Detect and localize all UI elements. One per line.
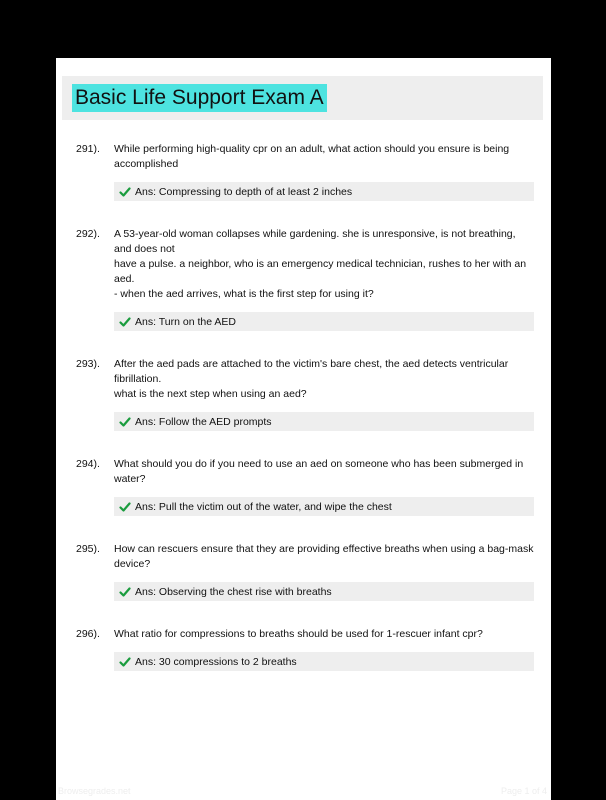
question-item [56,357,551,431]
footer-watermark: Browsegrades.net [58,786,131,796]
question-item [56,627,551,671]
checkmark-icon [119,186,131,198]
checkmark-icon [119,656,131,668]
question-text [114,227,534,302]
question-line: - when the aed arrives, what is the first step for using it? [114,288,374,300]
answer-box [114,652,534,671]
question-text [114,627,534,642]
answer-box [114,412,534,431]
question-line: What should you do if you need to use an aed on someone who has been submerged in water? [114,458,524,485]
answer-text: Ans: Follow the AED prompts [135,415,272,428]
checkmark-icon [119,501,131,513]
title-bar [62,76,543,120]
answer-text: Ans: Pull the victim out of the water, and wipe the chest [135,500,392,513]
question-number: 295). [76,543,100,555]
question-text [114,357,534,402]
question-item [56,142,551,201]
question-line: How can rescuers ensure that they are providing effective breaths when using a bag-mask device? [114,543,534,570]
question-text [114,542,534,572]
question-number: 293). [76,358,100,370]
checkmark-icon [119,416,131,428]
question-item [56,542,551,601]
question-line: After the aed pads are attached to the victim's bare chest, the aed detects ventricular fibrillation. [114,358,509,385]
page-title: Basic Life Support Exam A [72,84,327,112]
question-line: have a pulse. a neighbor, who is an emergency medical technician, rushes to her with an aed. [114,258,527,285]
answer-text: Ans: Turn on the AED [135,315,236,328]
question-text [114,142,534,172]
question-number: 292). [76,228,100,240]
question-number: 291). [76,143,100,155]
question-number: 294). [76,458,100,470]
answer-text: Ans: Compressing to depth of at least 2 inches [135,185,353,198]
document-page [56,58,551,800]
question-item [56,457,551,516]
question-number: 296). [76,628,100,640]
question-line: What ratio for compressions to breaths should be used for 1-rescuer infant cpr? [114,628,483,640]
answer-box [114,182,534,201]
question-item [56,227,551,331]
question-line: A 53-year-old woman collapses while gardening. she is unresponsive, is not breathing, and does not [114,228,516,255]
answer-text: Ans: Observing the chest rise with breaths [135,585,332,598]
checkmark-icon [119,586,131,598]
answer-box [114,582,534,601]
question-line: While performing high-quality cpr on an adult, what action should you ensure is being accomplished [114,143,510,170]
answer-box [114,497,534,516]
question-text [114,457,534,487]
page-number: Page 1 of 4 [500,786,547,796]
question-list [56,142,551,697]
answer-text: Ans: 30 compressions to 2 breaths [135,655,297,668]
checkmark-icon [119,316,131,328]
question-line: what is the next step when using an aed? [114,388,307,400]
answer-box [114,312,534,331]
